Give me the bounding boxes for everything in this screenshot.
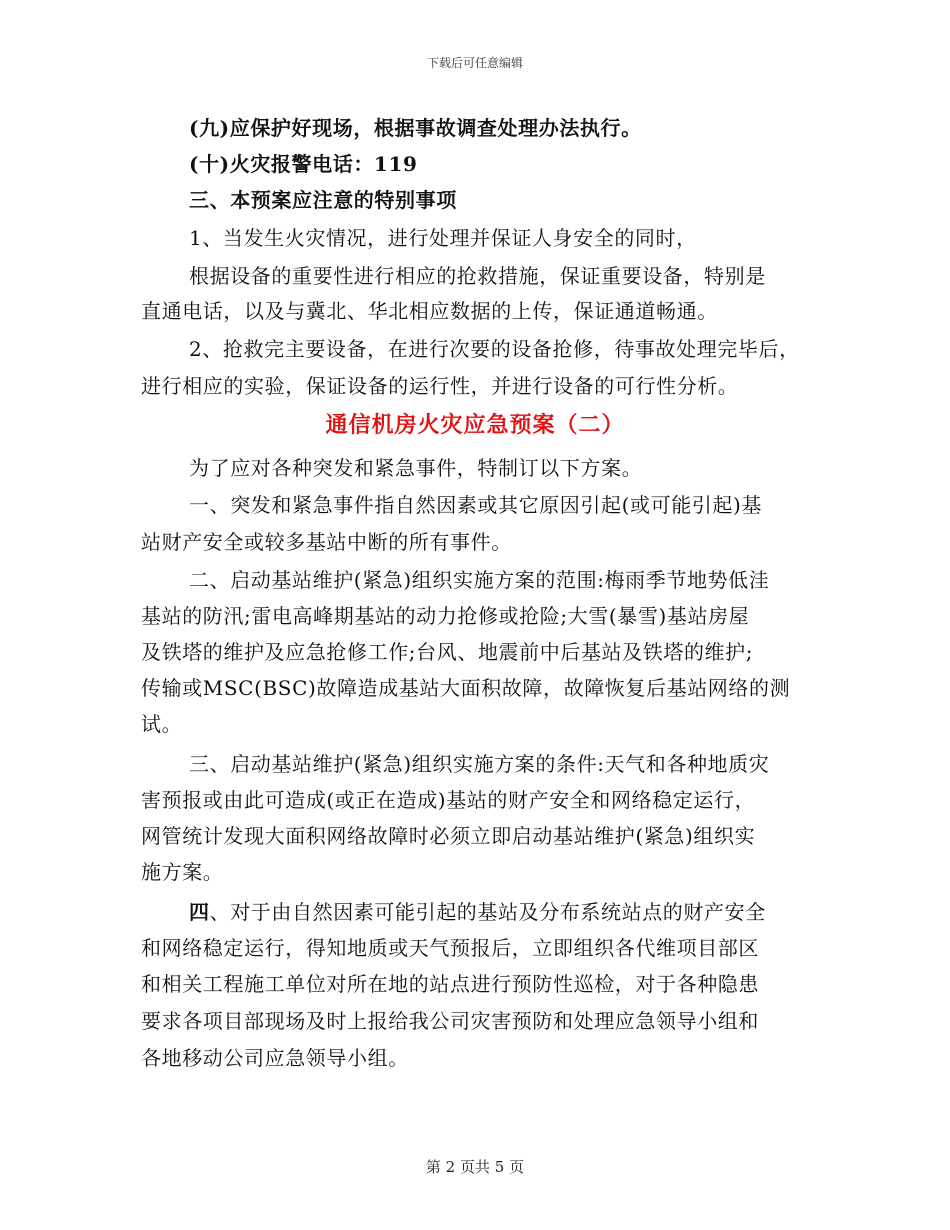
section4-line2: 和网络稳定运行，得知地质或天气预报后，立即组织各代维项目部区 — [141, 936, 759, 960]
item1-line2: 根据设备的重要性进行相应的抢救措施，保证重要设备，特别是 — [189, 264, 766, 288]
section4-line1-text: 、对于由自然因素可能引起的基站及分布系统站点的财产安全 — [209, 900, 766, 924]
section3-line2: 害预报或由此可造成(或正在造成)基站的财产安全和网络稳定运行， — [141, 788, 756, 812]
plan-two-title: 通信机房火灾应急预案（二） — [325, 412, 625, 438]
item1-line3: 直通电话，以及与冀北、华北相应数据的上传，保证通道畅通。 — [141, 299, 718, 323]
item2-line2: 进行相应的实验，保证设备的运行性，并进行设备的可行性分析。 — [141, 374, 739, 398]
section1-line1: 一、突发和紧急事件指自然因素或其它原因引起(或可能引起)基 — [189, 493, 763, 517]
section4-line3: 和相关工程施工单位对所在地的站点进行预防性巡检，对于各种隐患 — [141, 972, 759, 996]
section4-line4: 要求各项目部现场及时上报给我公司灾害预防和处理应急领导小组和 — [141, 1009, 759, 1033]
intro-paragraph: 为了应对各种突发和紧急事件，特制订以下方案。 — [189, 456, 643, 480]
page-number-footer: 第 2 页共 5 页 — [425, 1158, 525, 1176]
paragraph-nine: (九)应保护好现场，根据事故调查处理办法执行。 — [189, 116, 642, 140]
section2-line1: 二、启动基站维护(紧急)组织实施方案的范围:梅雨季节地势低洼 — [189, 568, 770, 592]
paragraph-ten-fire-phone: (十)火灾报警电话：119 — [189, 152, 418, 176]
section2-line4: 传输或MSC(BSC)故障造成基站大面积故障，故障恢复后基站网络的测 — [141, 676, 791, 700]
section3-line1: 三、启动基站维护(紧急)组织实施方案的条件:天气和各种地质灾 — [189, 752, 770, 776]
section3-line4: 施方案。 — [141, 860, 224, 884]
section2-line2: 基站的防汛;雷电高峰期基站的动力抢修或抢险;大雪(暴雪)基站房屋 — [141, 604, 750, 628]
page-header-note: 下载后可任意编辑 — [426, 56, 523, 70]
section4-prefix: 四 — [189, 900, 210, 924]
section-three-heading: 三、本预案应注意的特别事项 — [189, 188, 457, 212]
section3-line3: 网管统计发现大面积网络故障时必须立即启动基站维护(紧急)组织实 — [141, 824, 756, 848]
section4-line1 — [189, 898, 766, 926]
section2-line5: 试。 — [141, 712, 183, 736]
item2-line1: 2、抢救完主要设备，在进行次要的设备抢修，待事故处理完毕后， — [189, 337, 800, 361]
section2-line3: 及铁塔的维护及应急抢修工作;台风、地震前中后基站及铁塔的维护; — [141, 640, 754, 664]
section4-line5: 各地移动公司应急领导小组。 — [141, 1046, 409, 1070]
section1-line2: 站财产安全或较多基站中断的所有事件。 — [141, 530, 512, 554]
item1-line1: 1、当发生火灾情况，进行处理并保证人身安全的同时， — [189, 226, 697, 250]
